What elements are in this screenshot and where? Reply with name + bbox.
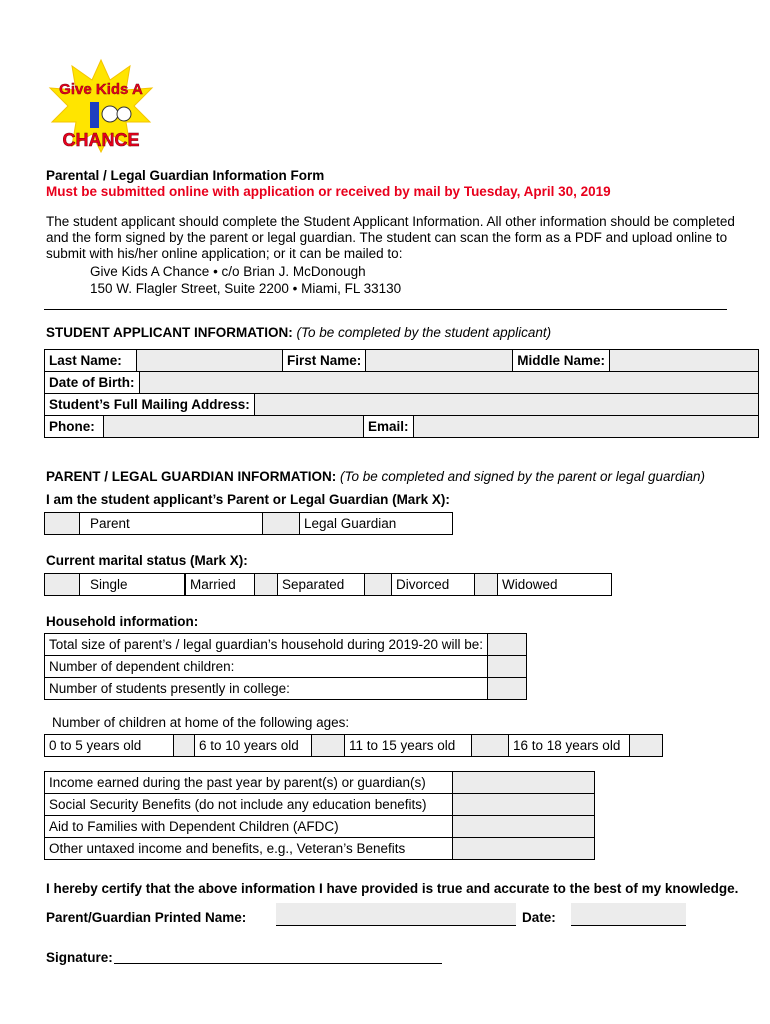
marital-option-separated: Separated [278,574,365,596]
household-info-label: Household information: [46,614,199,629]
income-earned-field[interactable] [453,772,595,794]
give-kids-a-chance-logo [46,58,156,154]
logo-line1: Give Kids A [59,81,143,98]
student-section-heading [46,325,551,341]
student-heading-note: (To be completed by the student applicant) [296,325,552,340]
email-field[interactable] [413,416,758,438]
intro-line-2: and the form signed by the parent or legal guardian. The student can scan the form as a PDF and upload online to [46,230,728,245]
age-range-label: 16 to 18 years old [509,735,630,757]
marital-status-label: Current marital status (Mark X): [46,553,248,568]
date-field[interactable] [571,903,686,926]
student-heading-label: STUDENT APPLICANT INFORMATION: [46,325,293,340]
relation-option-parent: Parent [80,513,263,535]
marital-option-divorced: Divorced [392,574,475,596]
mailing-address-line-1: Give Kids A Chance • c/o Brian J. McDonough [90,264,366,279]
student-info-table [44,349,759,372]
children-ages-label: Number of children at home of the following ages: [52,715,350,730]
table-row [45,772,595,794]
age-range-label: 0 to 5 years old [45,735,174,757]
marital-option-married: Married [186,574,255,596]
middle-name-field[interactable] [610,350,759,372]
address-row [44,393,759,416]
untaxed-income-field[interactable] [453,838,595,860]
date-label: Date: [522,910,556,925]
income-row-label: Social Security Benefits (do not include any education benefits) [45,794,453,816]
student-address-field[interactable] [254,394,758,416]
age-11-15-field[interactable] [472,735,509,757]
age-6-10-field[interactable] [312,735,345,757]
household-size-field[interactable] [488,634,527,656]
logo-face-icon-2 [117,107,131,121]
marital-option-widowed: Widowed [498,574,612,596]
table-row [45,678,527,700]
intro-line-3: submit with his/her online application; or it can be mailed to: [46,246,403,261]
logo-numeral-bar [90,102,99,128]
legal-guardian-checkbox[interactable] [263,513,300,535]
signature-line[interactable] [114,963,442,964]
income-table [44,771,595,860]
marital-option-single: Single [80,574,185,596]
household-row-label: Number of students presently in college: [45,678,488,700]
dob-label: Date of Birth: [45,372,140,394]
printed-name-field[interactable] [276,903,516,926]
separated-checkbox[interactable] [255,574,278,596]
last-name-field[interactable] [137,350,283,372]
age-range-label: 6 to 10 years old [195,735,312,757]
widowed-checkbox[interactable] [475,574,498,596]
signature-label: Signature: [46,950,113,965]
income-row-label: Income earned during the past year by parent(s) or guardian(s) [45,772,453,794]
first-name-label: First Name: [283,350,366,372]
student-address-label: Student’s Full Mailing Address: [45,394,255,416]
students-in-college-field[interactable] [488,678,527,700]
relation-table [44,512,453,535]
age-range-label: 11 to 15 years old [345,735,472,757]
logo-face-icon [102,106,118,122]
income-row-label: Other untaxed income and benefits, e.g., Veteran’s Benefits [45,838,453,860]
household-row-label: Total size of parent’s / legal guardian’s household during 2019-20 will be: [45,634,488,656]
table-row [45,634,527,656]
age-16-18-field[interactable] [630,735,663,757]
phone-label: Phone: [45,416,104,438]
middle-name-label: Middle Name: [513,350,610,372]
email-label: Email: [364,416,414,438]
table-row [45,656,527,678]
deadline-notice: Must be submitted online with application or received by mail by Tuesday, April 30, 2019 [46,184,611,199]
logo-line2: CHANCE [62,130,140,150]
intro-line-1: The student applicant should complete the Student Applicant Information. All other information should be completed [46,214,735,229]
relation-option-legal-guardian: Legal Guardian [300,513,453,535]
social-security-field[interactable] [453,794,595,816]
phone-email-row [44,415,759,438]
phone-field[interactable] [104,416,364,438]
children-ages-table [44,734,663,757]
afdc-field[interactable] [453,816,595,838]
last-name-label: Last Name: [45,350,137,372]
form-title: Parental / Legal Guardian Information Form [46,168,325,183]
parent-heading-note: (To be completed and signed by the parent or legal guardian) [340,469,706,484]
income-row-label: Aid to Families with Dependent Children (AFDC) [45,816,453,838]
certification-statement: I hereby certify that the above information I have provided is true and accurate to the best of my knowledge. [46,881,739,896]
marital-status-table [44,573,612,596]
table-row [45,816,595,838]
dob-field[interactable] [139,372,759,394]
household-table [44,633,527,700]
printed-name-label: Parent/Guardian Printed Name: [46,910,247,925]
dob-row [44,371,759,394]
household-row-label: Number of dependent children: [45,656,488,678]
first-name-field[interactable] [366,350,513,372]
mailing-address-line-2: 150 W. Flagler Street, Suite 2200 • Miami, FL 33130 [90,281,402,296]
parent-section-heading [46,469,705,485]
section-divider [44,309,727,310]
parent-heading-label: PARENT / LEGAL GUARDIAN INFORMATION: [46,469,337,484]
age-0-5-field[interactable] [174,735,195,757]
dependent-children-field[interactable] [488,656,527,678]
divorced-checkbox[interactable] [365,574,392,596]
table-row [45,838,595,860]
single-checkbox[interactable] [45,574,80,596]
table-row [45,794,595,816]
parent-checkbox[interactable] [45,513,80,535]
relation-label: I am the student applicant’s Parent or Legal Guardian (Mark X): [46,492,450,507]
